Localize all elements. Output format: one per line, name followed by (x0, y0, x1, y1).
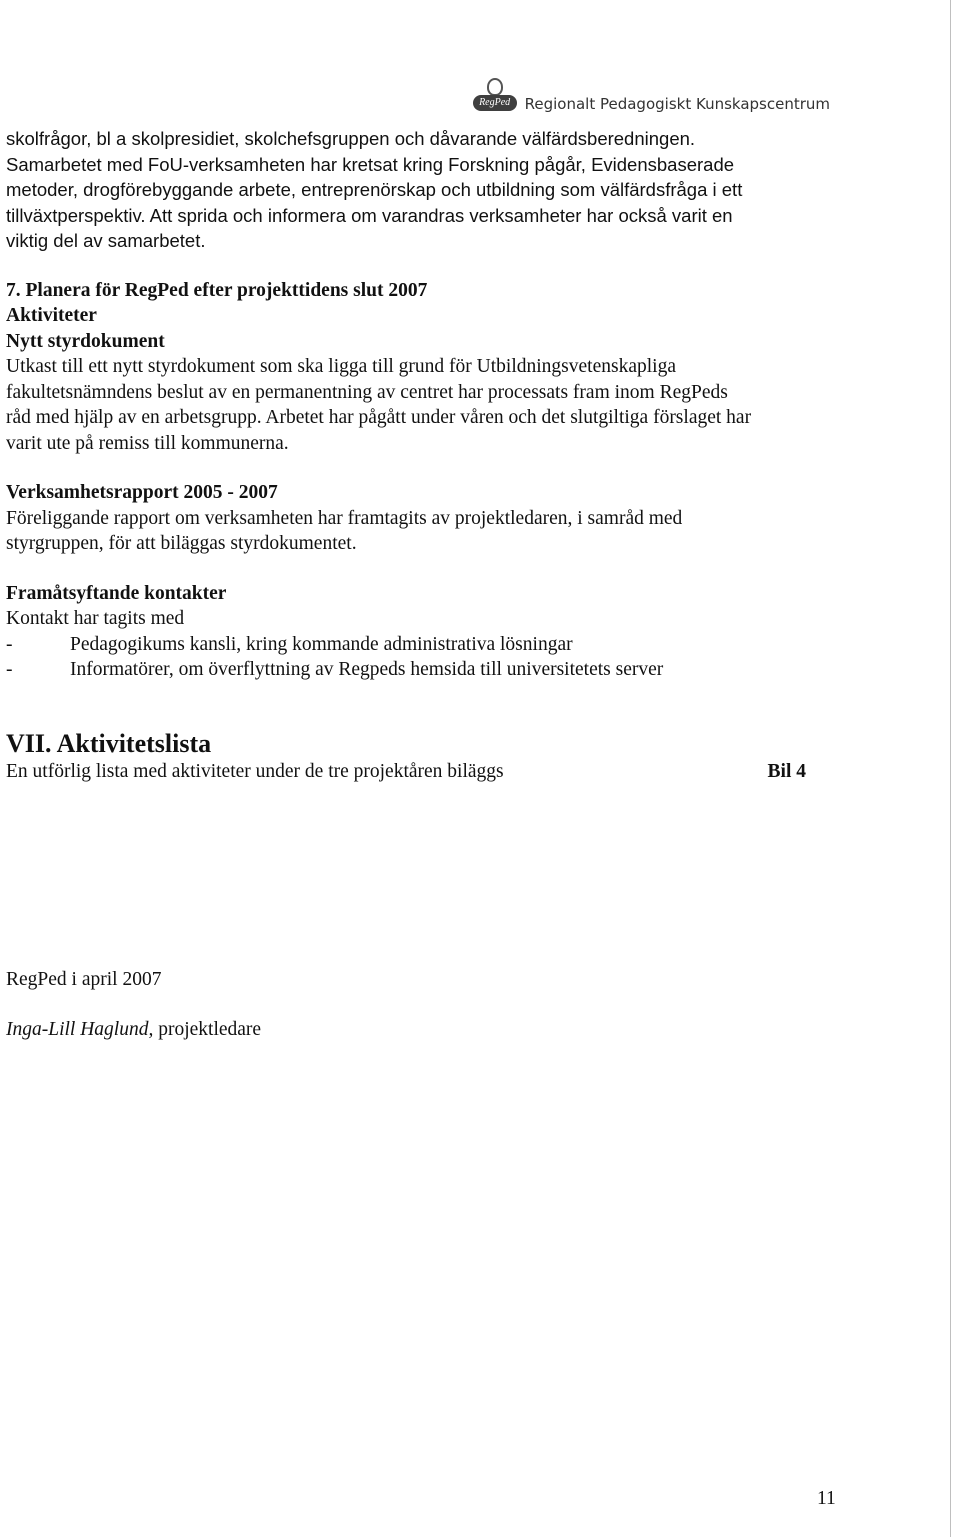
section-heading-plan: 7. Planera för RegPed efter projekttidens slut 2007 (6, 279, 428, 301)
section-heading-activity-list: VII. Aktivitetslista (6, 728, 212, 758)
list-item (6, 632, 856, 658)
text-line: tillväxtperspektiv. Att sprida och informera om varandras verksamheter har också varit en (6, 204, 733, 226)
text-line: metoder, drogförebyggande arbete, entreprenörskap och utbildning som välfärdsfråga i ett (6, 179, 743, 200)
intro-paragraph (6, 126, 856, 254)
item-title-steering-document: Nytt styrdokument (6, 330, 165, 352)
activity-list-text: En utförlig lista med aktiviteter under de tre projektåren biläggs (6, 760, 504, 782)
page-edge-line (950, 0, 951, 1537)
list-item-text: Informatörer, om överflyttning av Regpeds hemsida till universitetets server (70, 659, 664, 680)
text-line: skolfrågor, bl a skolpresidiet, skolchefsgruppen och dåvarande välfärdsberedningen. (6, 128, 696, 149)
subheading-activities: Aktiviteter (6, 305, 97, 326)
list-item-text: Pedagogikums kansli, kring kommande administrativa lösningar (70, 633, 573, 655)
report-heading: Verksamhetsrapport 2005 - 2007 (6, 482, 278, 503)
text-line: Föreliggande rapport om verksamheten har framtagits av projektledaren, i samråd med (6, 507, 683, 529)
contacts-heading: Framåtsyftande kontakter (6, 582, 227, 604)
list-item (6, 657, 856, 683)
logo-figure-icon (487, 78, 503, 96)
text-line: styrgruppen, för att biläggas styrdokumentet. (6, 533, 357, 554)
page-number: 11 (817, 1488, 836, 1509)
document-body (6, 126, 856, 1042)
text-line: fakultetsnämndens beslut av en permanentning av centret har processats fram inom RegPeds (6, 381, 728, 403)
logo-badge: RegPed (473, 95, 517, 111)
bullet-dash: - (6, 659, 13, 680)
signature-place-date: RegPed i april 2007 (6, 969, 162, 990)
signature-role: projektledare (158, 1018, 262, 1040)
organization-name: Regionalt Pedagogiskt Kunskapscentrum (524, 95, 830, 113)
contacts-intro: Kontakt har tagits med (6, 608, 185, 629)
appendix-reference: Bil 4 (767, 760, 806, 782)
signature-line (6, 1017, 856, 1043)
text-line: viktig del av samarbetet. (6, 230, 206, 251)
bullet-dash: - (6, 633, 13, 655)
activity-list-row (6, 759, 806, 785)
text-line: råd med hjälp av en arbetsgrupp. Arbetet har pågått under våren och det slutgiltiga förslaget har (6, 407, 752, 428)
page-header (471, 78, 830, 114)
regped-logo (471, 78, 519, 114)
text-line: varit ute på remiss till kommunerna. (6, 432, 289, 454)
report-paragraph (6, 506, 856, 557)
signature-name: Inga-Lill Haglund, (6, 1018, 154, 1040)
text-line: Utkast till ett nytt styrdokument som ska ligga till grund för Utbildningsvetenskapliga (6, 356, 676, 377)
steering-document-paragraph (6, 354, 856, 456)
text-line: Samarbetet med FoU-verksamheten har kretsat kring Forskning pågår, Evidensbaserade (6, 153, 735, 175)
